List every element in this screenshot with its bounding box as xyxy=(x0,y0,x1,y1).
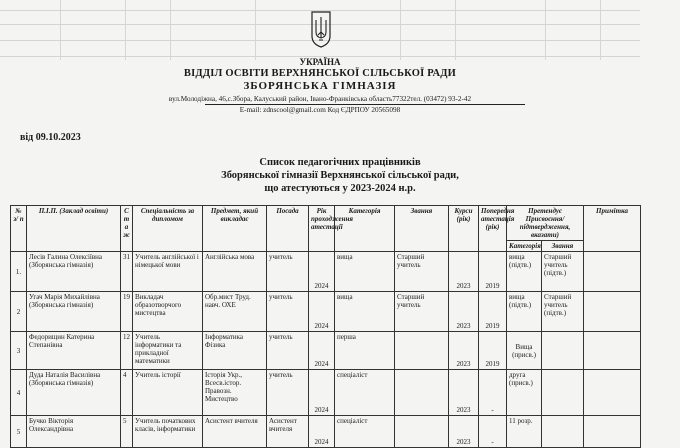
row-title xyxy=(395,370,449,416)
table-row xyxy=(11,370,641,416)
header-address: вул.Молодіжна, 46,с.Збора, Калуський район, Івано-Франківська область77322тел. (03472) 93-2-42 xyxy=(168,95,472,103)
row-note xyxy=(584,370,641,416)
row-courses: 2023 xyxy=(449,370,479,416)
row-courses: 2023 xyxy=(449,332,479,370)
header-claim-category: Категорія xyxy=(507,241,542,252)
row-num: 5 xyxy=(11,416,27,448)
row-note xyxy=(584,416,641,448)
row-previous: 2019 xyxy=(479,332,507,370)
row-previous: 2019 xyxy=(479,292,507,332)
row-subject: Асистент вчителя xyxy=(203,416,267,448)
row-category: спеціаліст xyxy=(335,416,395,448)
header-courses: Курси (рік) xyxy=(449,206,479,252)
header-specialty: Спеціальність за дипломом xyxy=(133,206,203,252)
row-position: учитель xyxy=(267,370,309,416)
row-claim-title xyxy=(542,370,584,416)
row-note xyxy=(584,332,641,370)
row-position: учитель xyxy=(267,252,309,292)
row-previous: - xyxy=(479,370,507,416)
row-name: Бучко Вікторія Олександрівна xyxy=(27,416,121,448)
row-claim-title xyxy=(542,332,584,370)
header-department: ВІДДІЛ ОСВІТИ ВЕРХНЯНСЬКОЇ СІЛЬСЬКОЇ РАДИ xyxy=(183,68,457,79)
row-num: 4 xyxy=(11,370,27,416)
row-category: спеціаліст xyxy=(335,370,395,416)
header-category: Категорія xyxy=(335,206,395,252)
row-previous: - xyxy=(479,416,507,448)
row-stazh: 5 xyxy=(121,416,133,448)
row-position: учитель xyxy=(267,292,309,332)
header-subject: Предмет, який викладає xyxy=(203,206,267,252)
row-year: 2024 xyxy=(309,370,335,416)
header-previous-attestation: Попередня атестація (рік) xyxy=(479,206,507,252)
row-claim-category: вища (підтв.) xyxy=(507,252,542,292)
row-stazh: 4 xyxy=(121,370,133,416)
row-specialty: Учитель інформатики та прикладної математики xyxy=(133,332,203,370)
row-note xyxy=(584,292,641,332)
row-year: 2024 xyxy=(309,416,335,448)
row-subject: Англійська мова xyxy=(203,252,267,292)
row-year: 2024 xyxy=(309,252,335,292)
row-position: учитель xyxy=(267,332,309,370)
row-category: вища xyxy=(335,252,395,292)
row-claim-title: Старший учитель (підтв.) xyxy=(542,252,584,292)
table-row xyxy=(11,416,641,448)
row-category: перша xyxy=(335,332,395,370)
row-year: 2024 xyxy=(309,332,335,370)
row-subject: Інформатика Фізика xyxy=(203,332,267,370)
header-stazh: С т а ж xyxy=(121,206,133,252)
header-name: П.І.П. (Заклад освіти) xyxy=(27,206,121,252)
row-claim-category: вища (підтв.) xyxy=(507,292,542,332)
row-specialty: Учитель історії xyxy=(133,370,203,416)
row-title xyxy=(395,332,449,370)
header-position: Посада xyxy=(267,206,309,252)
row-previous: 2019 xyxy=(479,252,507,292)
row-courses: 2023 xyxy=(449,292,479,332)
title-line-2: Зборянської гімназії Верхнянської сільської ради, xyxy=(221,170,459,181)
row-note xyxy=(584,252,641,292)
row-category: вища xyxy=(335,292,395,332)
row-title: Старший учитель xyxy=(395,292,449,332)
row-num: 2 xyxy=(11,292,27,332)
row-courses: 2023 xyxy=(449,416,479,448)
row-title: Старший учитель xyxy=(395,252,449,292)
row-name: Лесів Галина Олексіївна (Зборянська гімназія) xyxy=(27,252,121,292)
row-claim-category: 11 розр. xyxy=(507,416,542,448)
header-country: УКРАЇНА xyxy=(299,57,341,67)
header-email-code: E-mail: zdnscool@gmail.com Код ЄДРПОУ 20565098 xyxy=(239,106,401,114)
row-title xyxy=(395,416,449,448)
row-stazh: 19 xyxy=(121,292,133,332)
row-specialty: Учитель англійської і німецької мови xyxy=(133,252,203,292)
row-stazh: 12 xyxy=(121,332,133,370)
row-name: Федорищин Катерина Степанівна xyxy=(27,332,121,370)
row-claim-category: друга (присв.) xyxy=(507,370,542,416)
row-subject: Обр.мист Труд. навч. ОХЕ xyxy=(203,292,267,332)
header-divider xyxy=(205,104,525,105)
row-year: 2024 xyxy=(309,292,335,332)
trident-coat-of-arms-icon xyxy=(310,10,332,48)
row-name: Угач Марія Михайлівна (Зборянська гімназія) xyxy=(27,292,121,332)
row-claim-category: Вища (присв.) xyxy=(507,332,542,370)
row-specialty: Учитель початкових класів, інформатики xyxy=(133,416,203,448)
row-claim-title: Старший учитель (підтв.) xyxy=(542,292,584,332)
header-year: Рік проходження атестації xyxy=(309,206,335,252)
title-line-3: що атестуються у 2023-2024 н.р. xyxy=(264,183,416,194)
title-line-1: Список педагогічних працівників xyxy=(259,157,421,168)
table-header-row xyxy=(11,206,641,241)
header-title: Звання xyxy=(395,206,449,252)
table-row xyxy=(11,332,641,370)
row-claim-title xyxy=(542,416,584,448)
row-stazh: 31 xyxy=(121,252,133,292)
row-num: 3 xyxy=(11,332,27,370)
row-position: Асистент вчителя xyxy=(267,416,309,448)
table-row xyxy=(11,292,641,332)
row-courses: 2023 xyxy=(449,252,479,292)
header-claim-title: Звання xyxy=(542,241,584,252)
row-specialty: Викладач образотворчого мистецтва xyxy=(133,292,203,332)
header-num: № з/ п xyxy=(11,206,27,252)
row-num: 1. xyxy=(11,252,27,292)
document-date: від 09.10.2023 xyxy=(20,132,81,143)
row-name: Дуда Наталія Василівна (Зборянська гімназія) xyxy=(27,370,121,416)
header-school-name: ЗБОРЯНСЬКА ГІМНАЗІЯ xyxy=(243,80,397,92)
row-subject: Історія Укр., Всесв.істор. Правозн. Мистецтво xyxy=(203,370,267,416)
header-claim: Претендує Присвоєння/підтвердження, вказати) xyxy=(507,206,584,241)
header-note: Примітка xyxy=(584,206,641,252)
teachers-attestation-table xyxy=(10,205,641,448)
table-row xyxy=(11,252,641,292)
